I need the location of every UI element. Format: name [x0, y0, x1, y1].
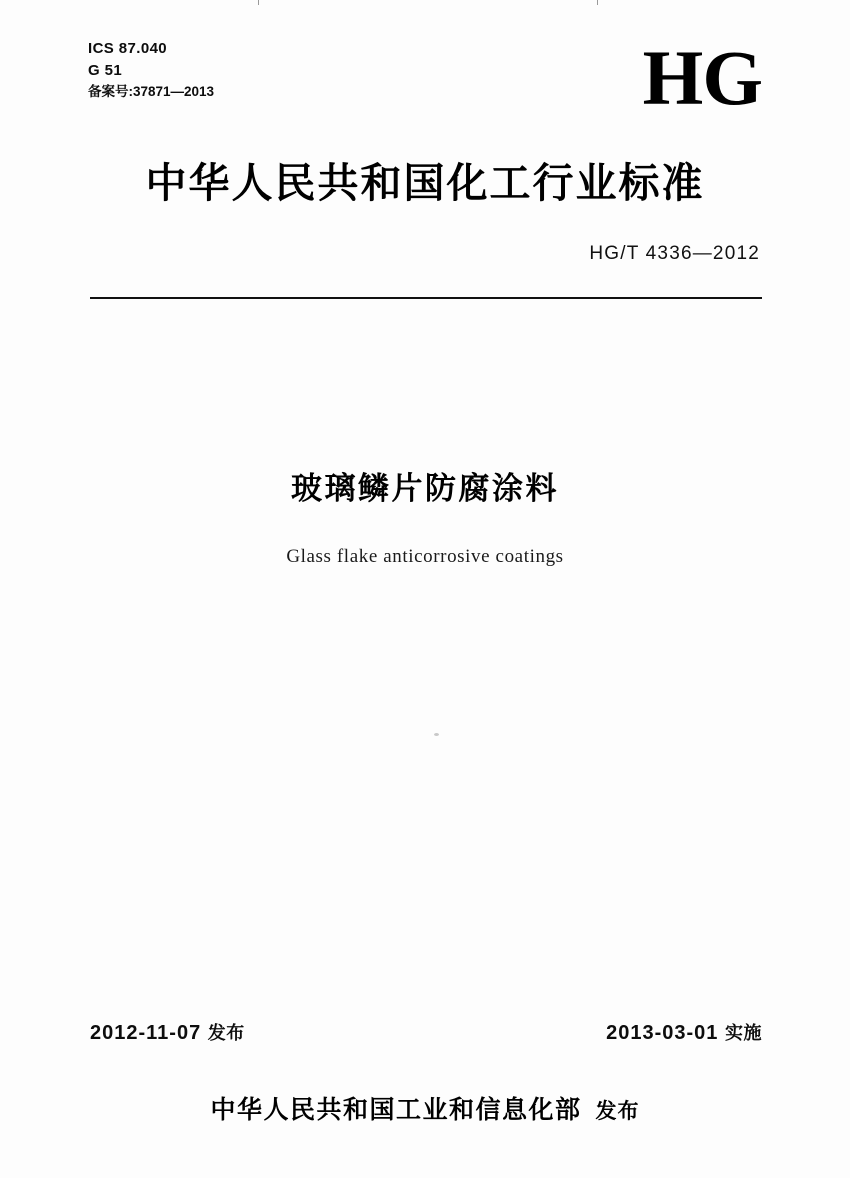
header-divider — [90, 297, 762, 299]
effective-date — [606, 1019, 762, 1045]
effective-date-label: 实施 — [725, 1023, 762, 1044]
scan-artifact-mark — [597, 0, 598, 5]
hg-logo: HG — [642, 34, 762, 121]
scan-artifact-mark — [258, 0, 259, 5]
standard-series-title: 中华人民共和国化工行业标准 — [145, 159, 705, 207]
issue-date — [90, 1019, 245, 1045]
classification-code: G 51 — [88, 61, 123, 79]
standard-number: HG/T 4336—2012 — [589, 243, 760, 264]
issue-date-label: 发布 — [207, 1023, 245, 1044]
ics-header-block — [88, 38, 214, 101]
dates-row — [90, 1019, 762, 1045]
publisher-name: 中华人民共和国工业和信息化部 — [210, 1095, 582, 1124]
publisher-line — [0, 1090, 850, 1126]
record-number: 备案号:37871—2013 — [88, 83, 215, 99]
effective-date-value: 2013-03-01 — [606, 1022, 719, 1044]
document-title-chinese: 玻璃鳞片防腐涂料 — [291, 471, 559, 507]
ics-code: ICS 87.040 — [88, 40, 168, 57]
page-speck — [434, 733, 439, 736]
issue-date-value: 2012-11-07 — [90, 1022, 202, 1044]
publisher-verb: 发布 — [595, 1099, 640, 1123]
document-title-english: Glass flake anticorrosive coatings — [286, 546, 564, 567]
